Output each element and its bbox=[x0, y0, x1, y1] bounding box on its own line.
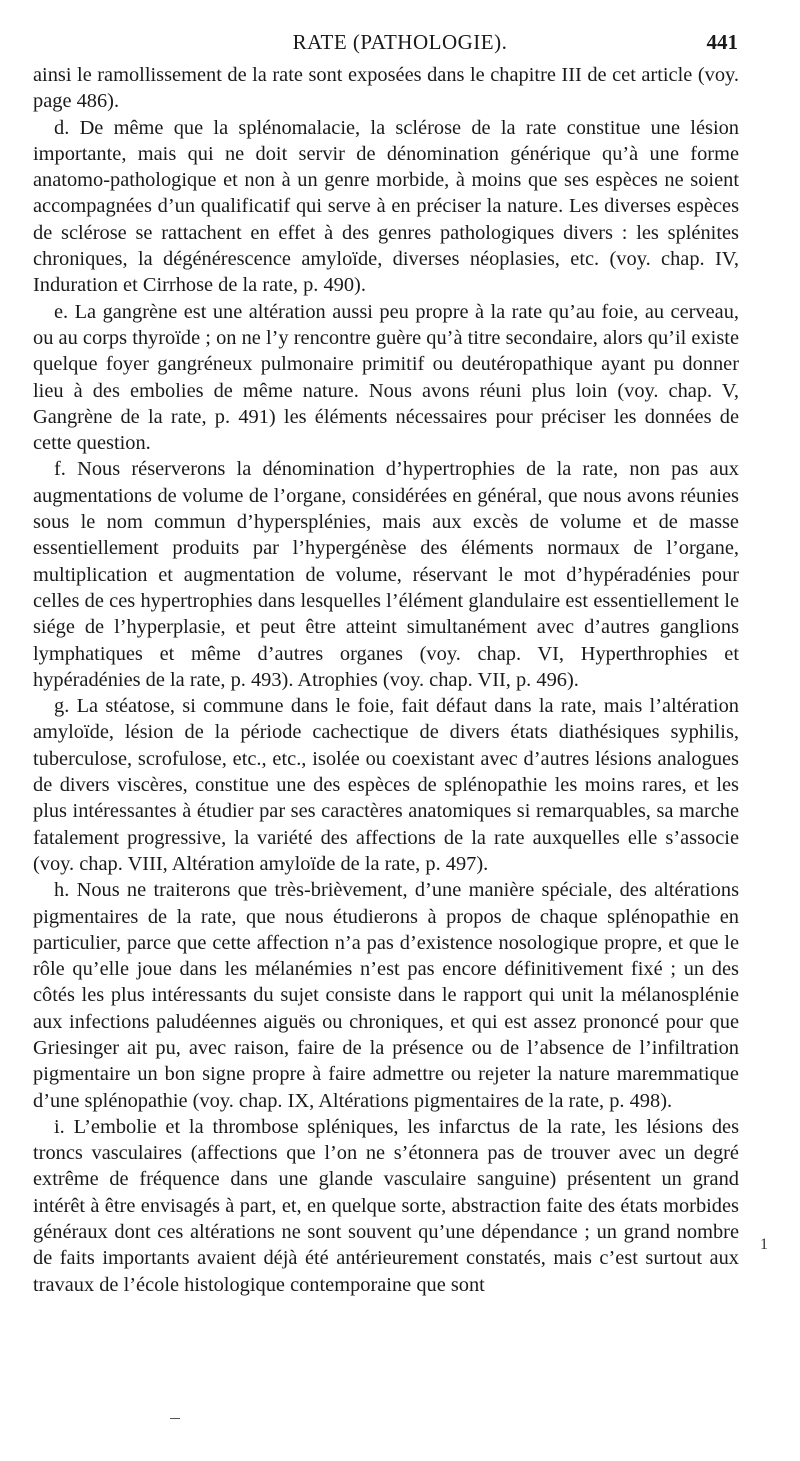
paragraph-g: g. La stéatose, si commune dans le foie, fait défaut dans la rate, mais l’altération amyloïde, lésion de la période cachectique de divers états diathésiques syphilis, tuberculose, scrofulose, etc., etc., isolée ou coexistant avec d’autres lésions analogues de divers viscères, constitue une des espèces de splénopathie les moins rares, et les plus intéressantes à étudier par ses caractères anatomiques si remarquables, sa marche fatalement progressive, la variété des affections de la rate auxquelles elle s’associe (voy. chap. VIII, Altération amyloïde de la rate, p. 497). bbox=[33, 695, 739, 875]
page-body bbox=[33, 62, 739, 1298]
page-number: 441 bbox=[706, 30, 738, 54]
paragraph-e: e. La gangrène est une altération aussi peu propre à la rate qu’au foie, au cerveau, ou au corps thyroïde ; on ne l’y rencontre guère qu’à titre secondaire, alors qu’il existe quelque foyer gangréneux pulmonaire primitif ou deutéropathique ayant pu donner lieu à des embolies de même nature. Nous avons réuni plus loin (voy. chap. V, Gangrène de la rate, p. 491) les éléments nécessaires pour préciser les données de cette question. bbox=[33, 300, 739, 455]
running-title: RATE (PATHOLOGIE). bbox=[292, 30, 508, 54]
paragraph-d: d. De même que la splénomalacie, la sclérose de la rate constitue une lésion importante, mais qui ne doit servir de dénomination générique qu’à une forme anatomo-pathologique et non à un genre morbide, à moins que ses espèces ne soient accompagnées d’un qualificatif qui serve à en préciser la nature. Les diverses espèces de sclérose se rattachent en effet à des genres pathologiques divers : les splénites chroniques, la dégénérescence amyloïde, diverses néoplasies, etc. (voy. chap. IV, Induration et Cirrhose de la rate, p. 490). bbox=[33, 116, 739, 297]
paragraph-h: h. Nous ne traiterons que très-brièvement, d’une manière spéciale, des altérations pigmentaires de la rate, que nous étudierons à propos de chaque splénopathie en particulier, parce que cette affection n’a pas d’existence nosologique propre, et que le rôle qu’elle joue dans les mélanémies n’est pas encore définitivement fixé ; un des côtés les plus intéressants du sujet consiste dans le rapport qui unit la mélanosplénie aux infections paludéennes aiguës ou chroniques, et qui est assez prononcé pour que Griesinger ait pu, avec raison, faire de la présence ou de l’absence de l’infiltration pigmentaire un bon signe propre à faire admettre ou rejeter la nature maremmatique d’une splénopathie (voy. chap. IX, Altérations pigmentaires de la rate, p. 498). bbox=[33, 879, 739, 1112]
margin-mark: 1 bbox=[760, 1236, 768, 1253]
paragraph-continuation: ainsi le ramollissement de la rate sont exposées dans le chapitre III de cet article (voy. page 486). bbox=[33, 64, 739, 113]
footer-dash bbox=[170, 1418, 180, 1419]
paragraph-f: f. Nous réserverons la dénomination d’hypertrophies de la rate, non pas aux augmentations de volume de l’organe, considérées en général, que nous avons réunies sous le nom commun d’hypersplénies, mais aux excès de volume et de masse essentiellement produits par l’hypergénèse des éléments normaux de l’organe, multiplication et augmentation de volume, réservant le mot d’hypéradénies pour celles de ces hypertrophies dans lesquelles l’élément glandulaire est essentiellement le siége de l’hyperplasie, et peut être atteint simultanément avec d’autres ganglions lymphatiques et même d’autres organes (voy. chap. VI, Hyperthrophies et hypéradénies de la rate, p. 493). Atrophies (voy. chap. VII, p. 496). bbox=[33, 458, 739, 691]
paragraph-i: i. L’embolie et la thrombose spléniques, les infarctus de la rate, les lésions des troncs vasculaires (affections que l’on ne s’étonnera pas de trouver avec un degré extrême de fréquence dans une glande vasculaire sanguine) présentent un grand intérêt à être envisagés à part, et, en quelque sorte, abstraction faite des états morbides généraux dont ces altérations ne sont souvent qu’une dépendance ; un grand nombre de faits importants avaient déjà été antérieurement constatés, mais c’est surtout aux travaux de l’école histologique contemporaine que sont bbox=[33, 1115, 739, 1296]
page-header bbox=[0, 30, 800, 60]
